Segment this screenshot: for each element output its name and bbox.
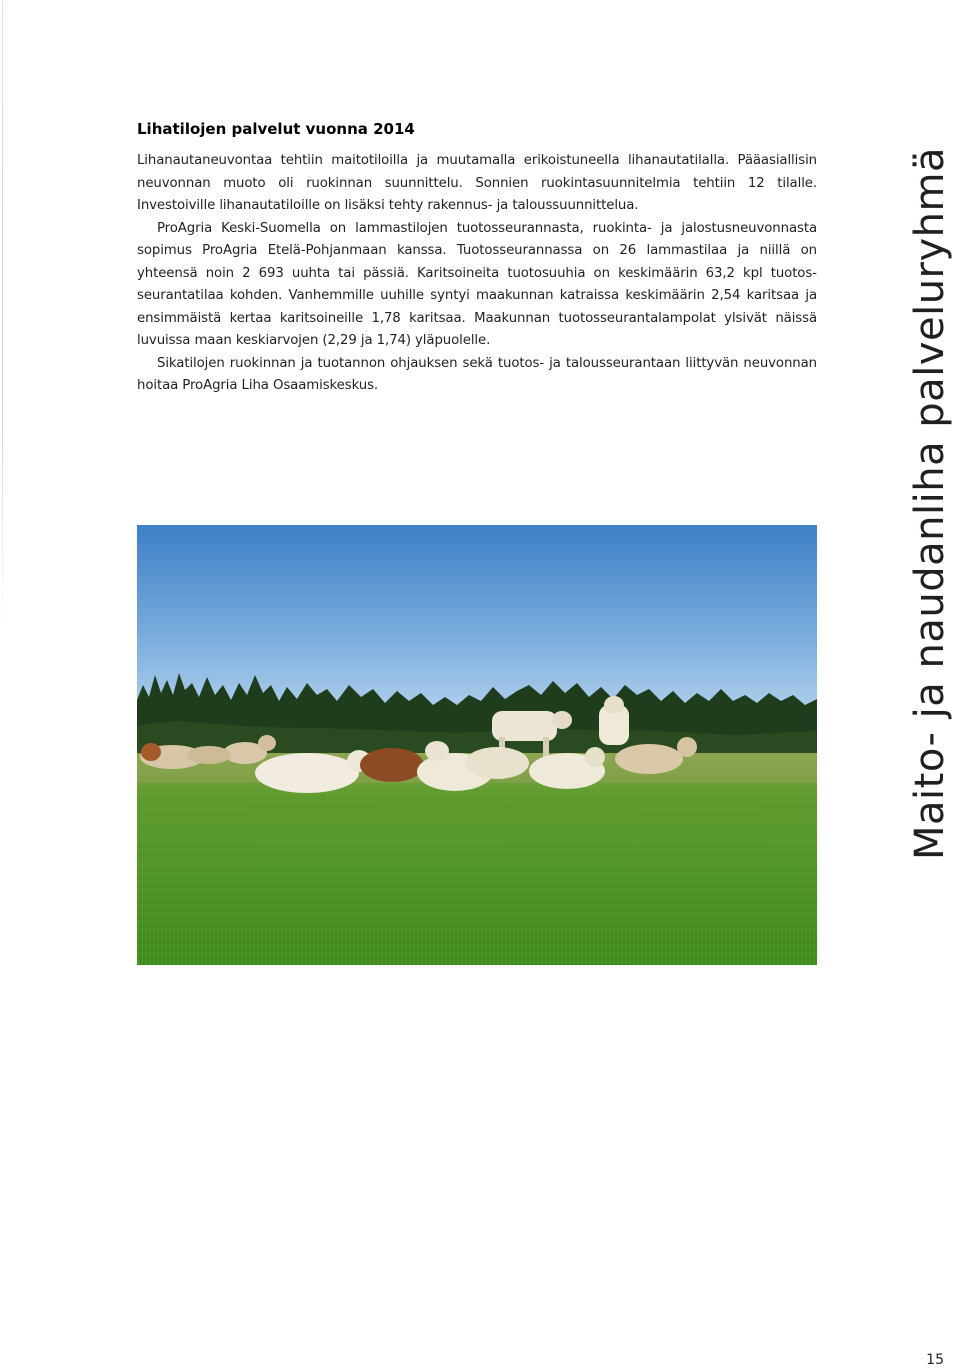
cattle-pasture-photo — [137, 525, 817, 965]
page-edge — [2, 0, 3, 640]
article — [137, 118, 817, 398]
page-number: 15 — [926, 1352, 944, 1368]
paragraph-1: Lihanautaneuvontaa tehtiin maitotiloilla ja muutamalla erikoistuneella lihanautatilalla. Pääasiallisin neuvonnan muoto oli ruokinnan suunnittelu. Sonnien ruokintasuunnitelmia tehtiin 12 tilalle. Investoiville lihanautatiloille on lisäksi tehty rakennus- ja taloussuunnittelua. — [137, 153, 817, 213]
paragraph-2: ProAgria Keski-Suomella on lammastilojen tuotosseurannasta, ruokinta- ja jalostusneuvonnasta sopimus ProAgria Etelä-Pohjanmaan kanssa. Tuotosseurannassa on 26 lammastilaa ja niillä on yhteensä noin 2 693 uuhta tai pässiä. Karitsoineita tuotosuuhia on keskimäärin 63,2 kpl tuotosseurantatilaa kohden. Vanhemmille uuhille syntyi maakunnan katraissa keskimäärin 2,54 karitsaa ja ensimmäistä kertaa karitsoineille 1,78 karitsaa. Maakunnan tuotosseurantalampolat ylsivät näissä luvuissa maan keskiarvojen (2,29 ja 1,74) yläpuolelle. — [137, 220, 817, 348]
article-heading: Lihatilojen palvelut vuonna 2014 — [137, 120, 415, 138]
paragraph-3: Sikatilojen ruokinnan ja tuotannon ohjauksen sekä tuotos- ja talousseurantaan liittyvän neuvonnan hoitaa ProAgria Liha Osaamiskeskus. — [137, 355, 817, 393]
section-side-title: Maito- ja naudanliha palveluryhmä — [907, 146, 953, 860]
